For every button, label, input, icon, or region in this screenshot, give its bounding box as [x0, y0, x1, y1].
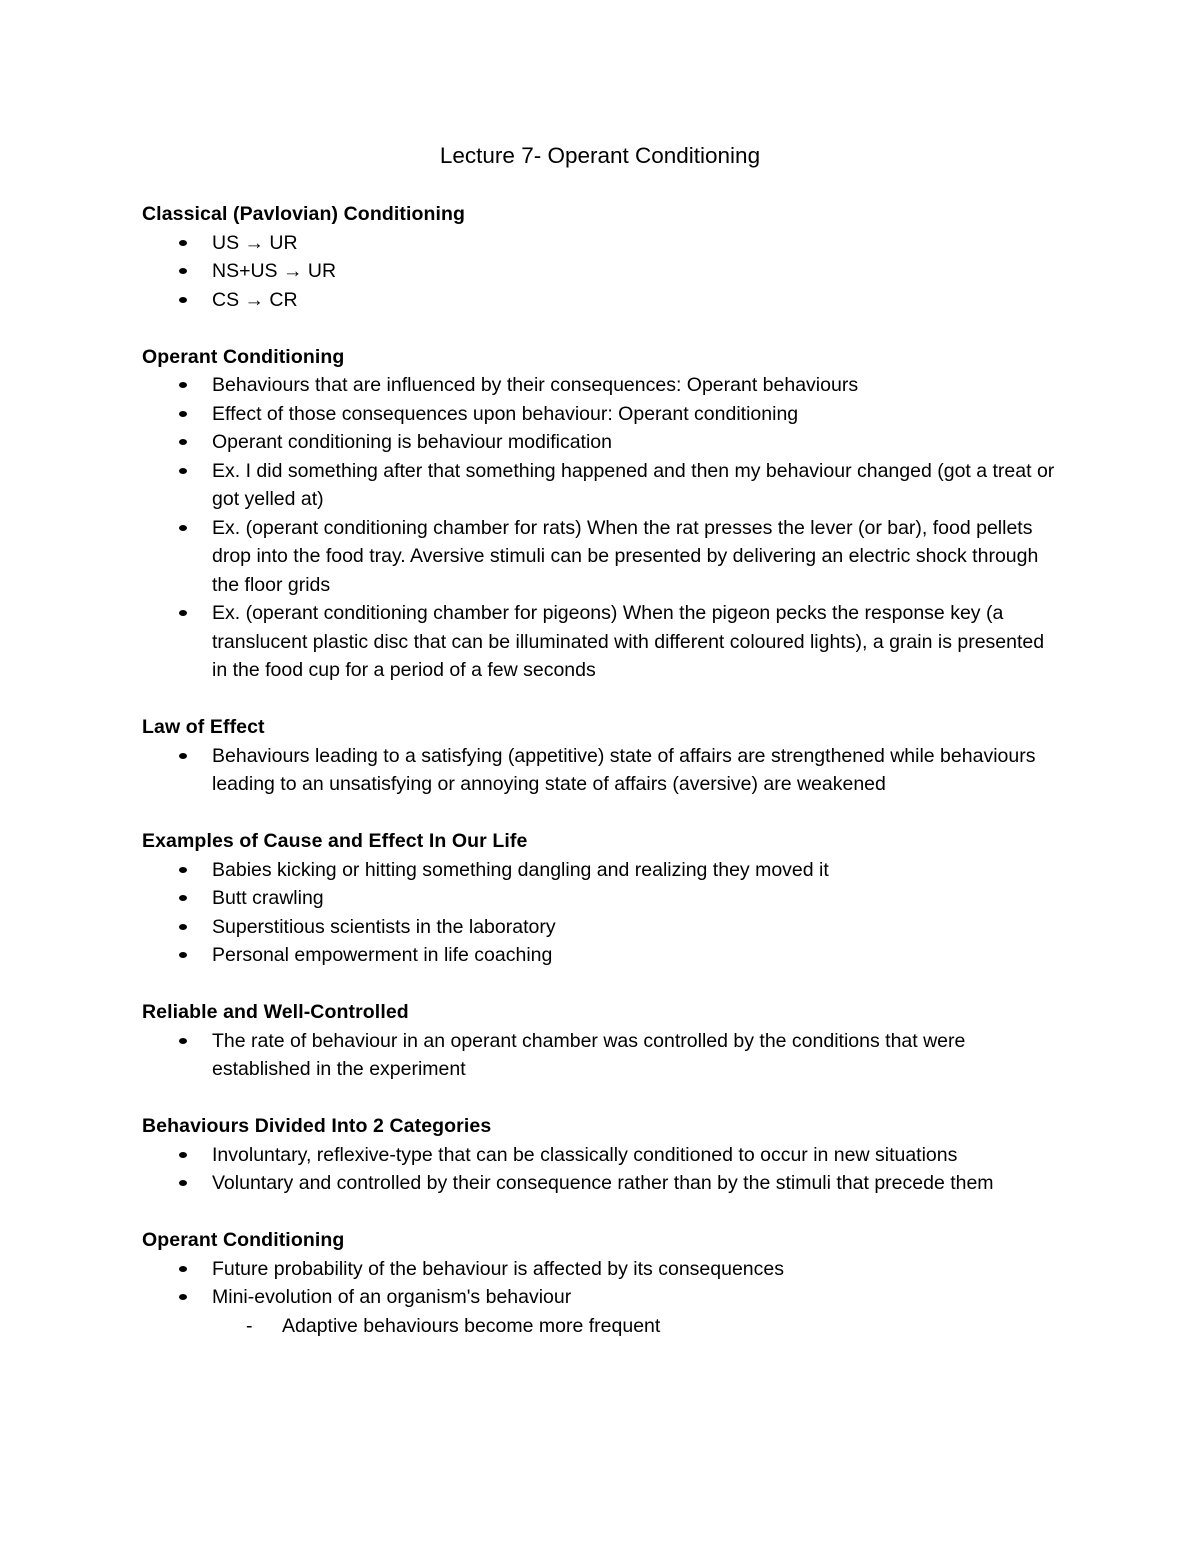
list-item — [142, 884, 1062, 913]
list-item-text: Behaviours that are influenced by their consequences: Operant behaviours — [212, 374, 859, 396]
section-reliable-well-controlled — [142, 998, 1062, 1084]
list-item-text: Voluntary and controlled by their consequence rather than by the stimuli that precede them — [212, 1172, 994, 1194]
list-item — [142, 371, 1062, 400]
bullet-icon — [179, 1152, 187, 1158]
sub-list — [142, 1312, 1062, 1341]
list-item-text: NS+US → UR — [212, 260, 337, 282]
list-item — [142, 856, 1062, 885]
bullet-icon — [179, 268, 187, 274]
section-operant-conditioning — [142, 343, 1062, 685]
list-item-text: Future probability of the behaviour is affected by its consequences — [212, 1257, 784, 1280]
list-item-text: Involuntary, reflexive-type that can be classically conditioned to occur in new situations — [212, 1143, 958, 1166]
list-item — [142, 229, 1062, 258]
bullet-list — [142, 229, 1062, 315]
list-item — [142, 1255, 1062, 1284]
list-item-text: Personal empowerment in life coaching — [212, 944, 553, 966]
section-heading: Behaviours Divided Into 2 Categories — [142, 1115, 492, 1137]
page-title: Lecture 7- Operant Conditioning — [439, 143, 761, 168]
bullet-icon — [179, 952, 187, 958]
list-item — [142, 400, 1062, 429]
list-item-text: Superstitious scientists in the laboratory — [212, 915, 556, 938]
bullet-icon — [179, 297, 187, 303]
list-item — [142, 514, 1062, 600]
bullet-icon — [179, 753, 187, 759]
bullet-icon — [179, 867, 187, 873]
section-heading: Classical (Pavlovian) Conditioning — [142, 203, 466, 225]
list-item-text: CS → CR — [212, 288, 298, 311]
bullet-list — [142, 371, 1062, 685]
bullet-icon — [179, 1266, 187, 1272]
bullet-icon — [179, 240, 187, 246]
list-item — [142, 599, 1062, 685]
sub-list-item — [142, 1312, 1062, 1341]
list-item-text: The rate of behaviour in an operant chamber was controlled by the conditions that were established in the experiment — [212, 1029, 966, 1080]
bullet-list — [142, 742, 1062, 799]
bullet-list — [142, 1141, 1062, 1198]
list-item — [142, 257, 1062, 286]
list-item — [142, 1141, 1062, 1170]
list-item-text: Babies kicking or hitting something dangling and realizing they moved it — [212, 858, 829, 881]
list-item-text: Ex. (operant conditioning chamber for pigeons) When the pigeon pecks the response key (a translucent plastic disc that can be illuminated with different coloured lights), a grain is presented in the food cup for a period of a few seconds — [212, 602, 1045, 681]
bullet-list — [142, 1027, 1062, 1084]
section-law-of-effect — [142, 713, 1062, 799]
bullet-icon — [179, 924, 187, 930]
bullet-icon — [179, 411, 187, 417]
list-item — [142, 742, 1062, 799]
list-item — [142, 1283, 1062, 1312]
list-item — [142, 286, 1062, 315]
list-item-text: Ex. (operant conditioning chamber for rats) When the rat presses the lever (or bar), food pellets drop into the food tray. Aversive stimuli can be presented by delivering an electric shock through the floor grids — [212, 516, 1039, 596]
dash-icon: - — [246, 1314, 253, 1337]
bullet-icon — [179, 525, 187, 531]
list-item-text: Behaviours leading to a satisfying (appetitive) state of affairs are strengthened while behaviours leading to an unsatisfying or annoying state of affairs (aversive) are weakened — [212, 744, 1036, 795]
list-item-text: Effect of those consequences upon behaviour: Operant conditioning — [212, 402, 799, 425]
document-content — [142, 200, 1062, 1369]
bullet-list — [142, 856, 1062, 970]
section-heading: Operant Conditioning — [142, 345, 345, 368]
list-item-text: Operant conditioning is behaviour modification — [212, 431, 612, 453]
sub-list-item-text: Adaptive behaviours become more frequent — [282, 1314, 661, 1337]
section-cause-and-effect — [142, 827, 1062, 970]
list-item-text: US → UR — [212, 231, 298, 254]
section-classical-conditioning — [142, 200, 1062, 314]
bullet-icon — [179, 1180, 187, 1186]
section-heading: Law of Effect — [142, 716, 265, 738]
bullet-icon — [179, 1038, 187, 1044]
bullet-icon — [179, 895, 187, 901]
section-operant-conditioning-2 — [142, 1226, 1062, 1340]
section-heading: Examples of Cause and Effect In Our Life — [142, 830, 528, 852]
section-behaviour-categories — [142, 1112, 1062, 1198]
section-heading: Reliable and Well-Controlled — [142, 1001, 409, 1023]
list-item-text: Butt crawling — [212, 887, 324, 909]
list-item — [142, 1027, 1062, 1084]
list-item — [142, 1169, 1062, 1198]
section-heading: Operant Conditioning — [142, 1229, 345, 1251]
list-item — [142, 457, 1062, 514]
list-item-text: Ex. I did something after that something happened and then my behaviour changed (got a treat or got yelled at) — [212, 459, 1055, 510]
list-item — [142, 941, 1062, 970]
list-item — [142, 913, 1062, 942]
list-item-text: Mini-evolution of an organism's behaviour — [212, 1286, 572, 1308]
list-item — [142, 428, 1062, 457]
bullet-icon — [179, 1294, 187, 1300]
bullet-icon — [179, 468, 187, 474]
bullet-icon — [179, 382, 187, 388]
bullet-icon — [179, 439, 187, 445]
bullet-list — [142, 1255, 1062, 1312]
bullet-icon — [179, 610, 187, 616]
